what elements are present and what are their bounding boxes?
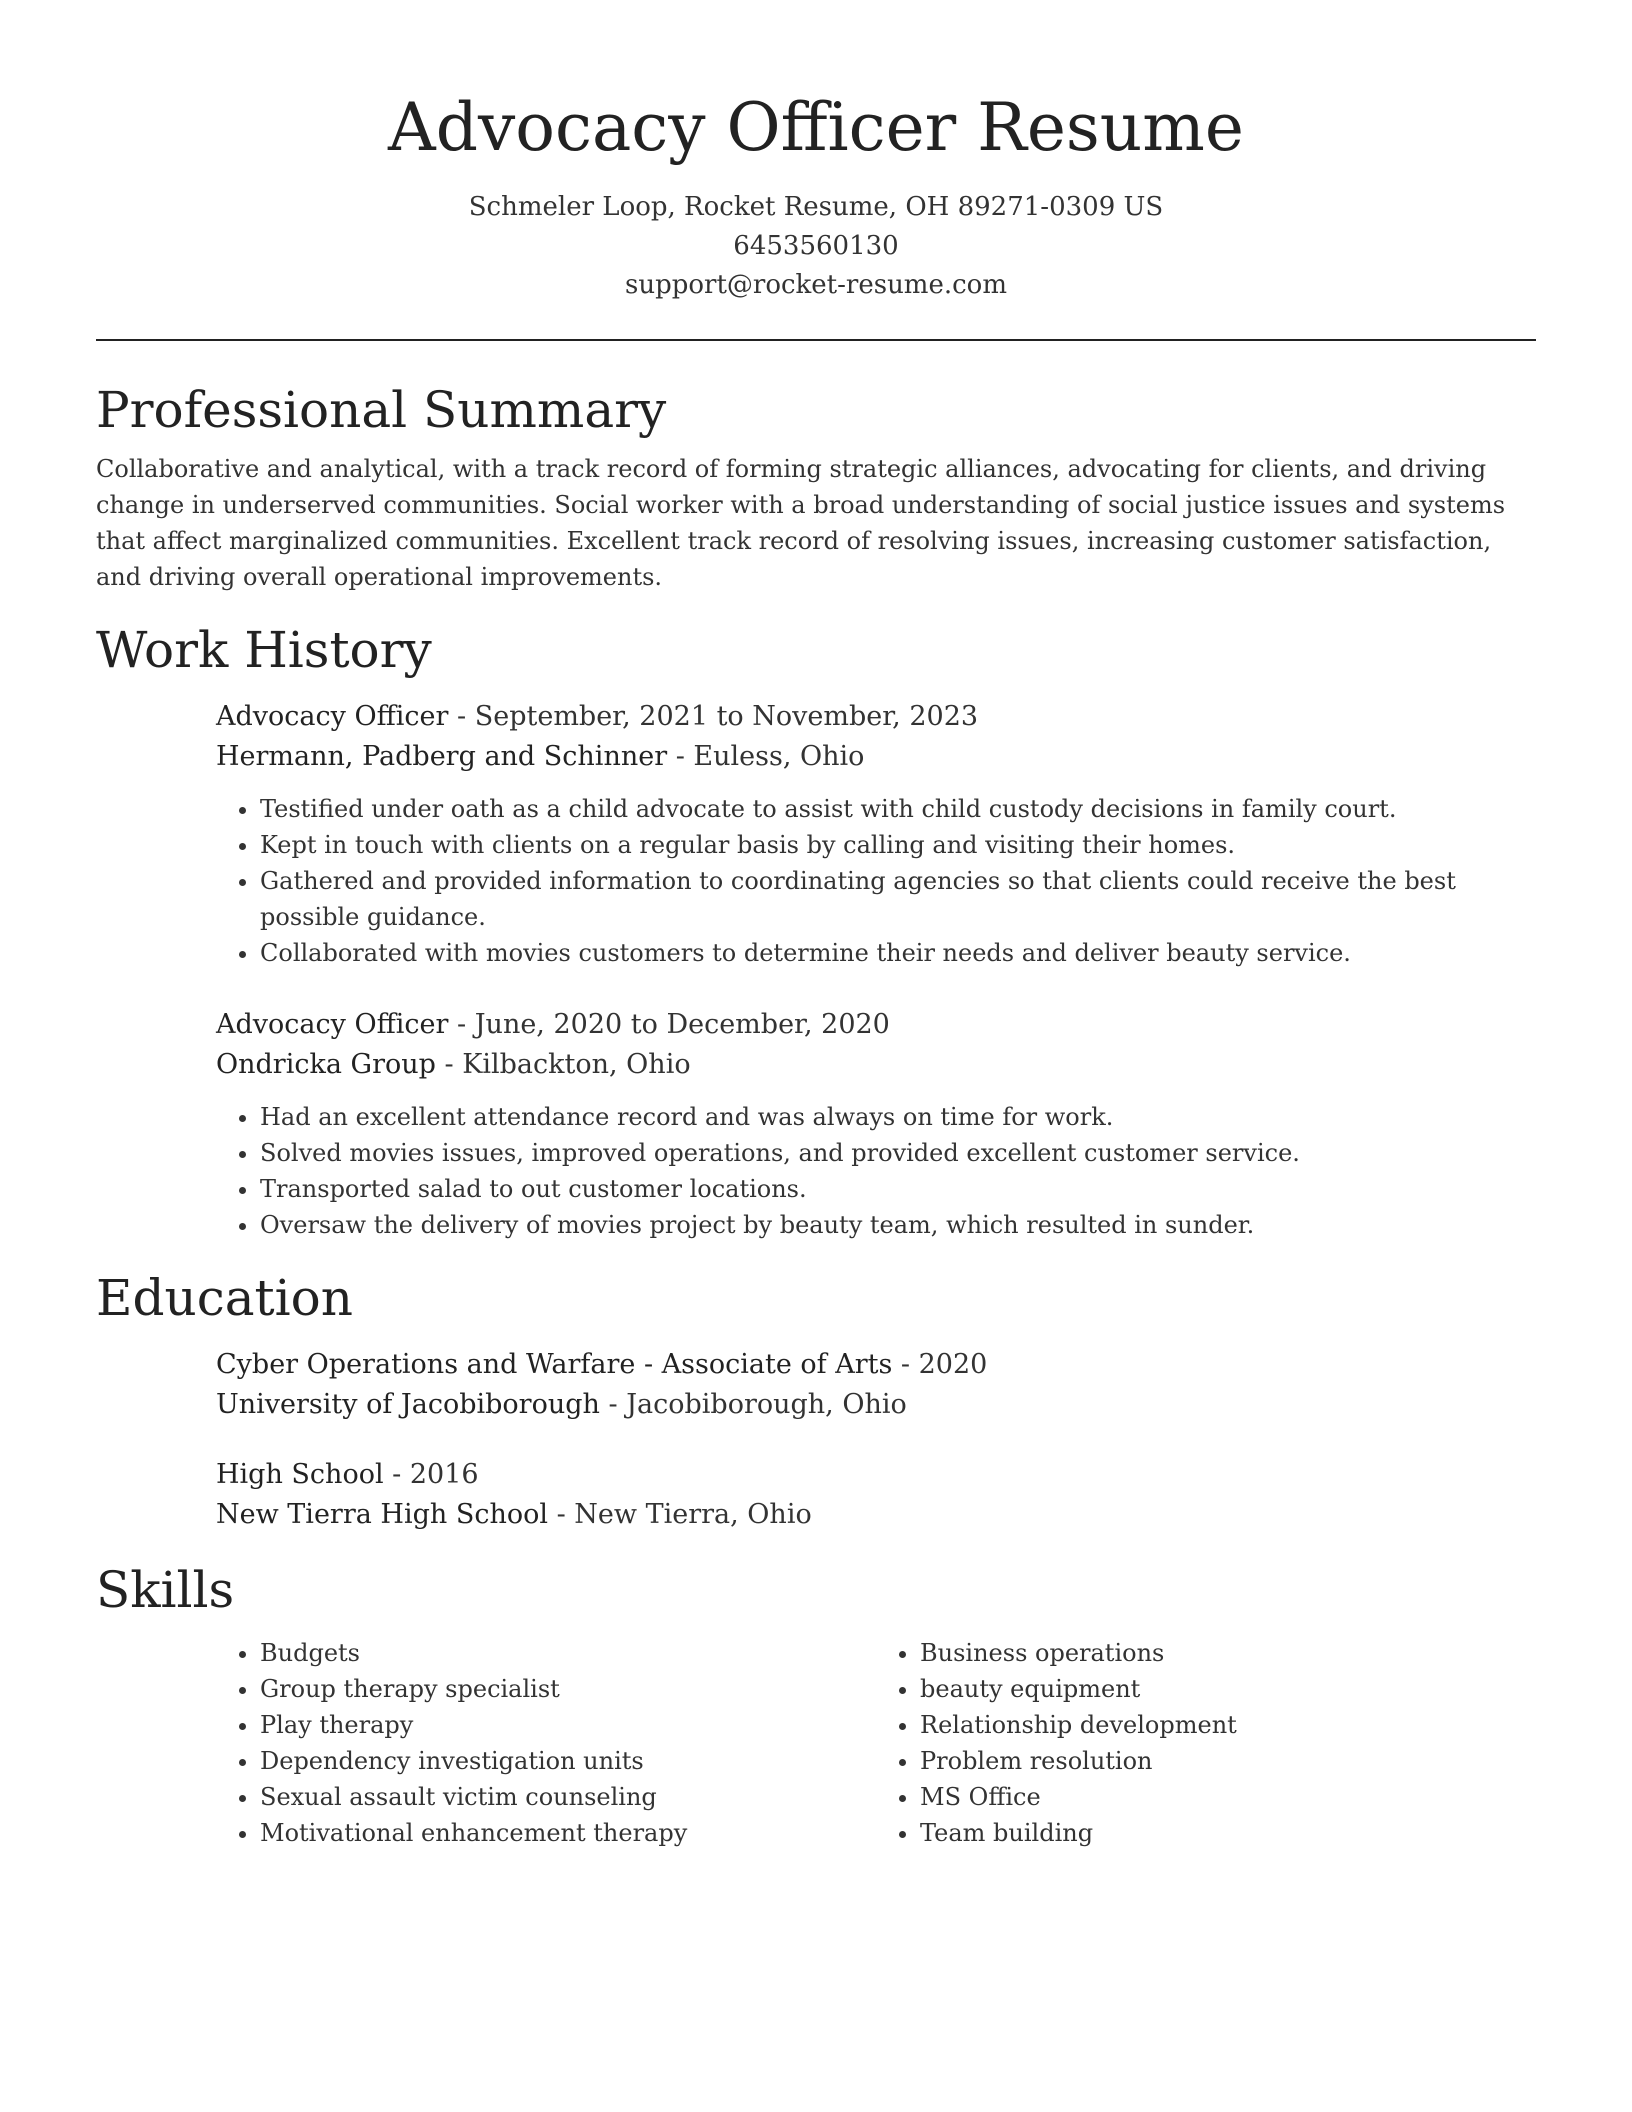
list-item: • Oversaw the delivery of movies project by beauty team, which resulted in sunder. bbox=[260, 1207, 1536, 1243]
work-history-section bbox=[96, 619, 1536, 1243]
education-degree: Cyber Operations and Warfare - Associate of Arts bbox=[216, 1349, 893, 1380]
education-entry bbox=[216, 1345, 1536, 1425]
resume-header bbox=[96, 0, 1536, 305]
contact-phone: 6453560130 bbox=[733, 231, 899, 261]
job-role: Advocacy Officer bbox=[216, 701, 449, 732]
work-history-heading: Work History bbox=[96, 621, 432, 679]
skill-item: • Team building bbox=[920, 1815, 1536, 1851]
job-entry bbox=[216, 1005, 1536, 1243]
job-title-line bbox=[216, 1005, 1536, 1045]
skill-item: • Motivational enhancement therapy bbox=[260, 1815, 876, 1851]
job-location: - Kilbackton, Ohio bbox=[435, 1049, 691, 1080]
education-location: - Jacobiborough, Ohio bbox=[599, 1389, 907, 1420]
job-dates: - September, 2021 to November, 2023 bbox=[448, 701, 979, 732]
skills-section bbox=[96, 1559, 1536, 1851]
job-dates: - June, 2020 to December, 2020 bbox=[448, 1009, 890, 1040]
education-school: New Tierra High School bbox=[216, 1499, 549, 1530]
education-school-line bbox=[216, 1495, 1536, 1535]
job-duties-list bbox=[216, 791, 1536, 971]
skill-item: • Business operations bbox=[920, 1635, 1536, 1671]
summary-section bbox=[96, 379, 1536, 595]
skill-item: • MS Office bbox=[920, 1779, 1536, 1815]
list-item: • Solved movies issues, improved operations, and provided excellent customer service. bbox=[260, 1135, 1536, 1171]
skill-item: • Play therapy bbox=[260, 1707, 876, 1743]
education-school: University of Jacobiborough bbox=[216, 1389, 600, 1420]
header-divider bbox=[96, 339, 1536, 341]
education-year: - 2016 bbox=[383, 1459, 479, 1490]
education-degree: High School bbox=[216, 1459, 384, 1490]
education-heading: Education bbox=[96, 1269, 353, 1327]
list-item: • Gathered and provided information to coordinating agencies so that clients could receive the best possible guidance. bbox=[260, 863, 1536, 935]
contact-email: support@rocket-resume.com bbox=[624, 270, 1007, 300]
skill-item: • Problem resolution bbox=[920, 1743, 1536, 1779]
job-company: Ondricka Group bbox=[216, 1049, 436, 1080]
job-duties-list bbox=[216, 1099, 1536, 1243]
list-item: • Transported salad to out customer locations. bbox=[260, 1171, 1536, 1207]
job-company: Hermann, Padberg and Schinner bbox=[216, 741, 668, 772]
job-entry bbox=[216, 697, 1536, 971]
education-location: - New Tierra, Ohio bbox=[548, 1499, 812, 1530]
list-item: • Testified under oath as a child advocate to assist with child custody decisions in family court. bbox=[260, 791, 1536, 827]
contact-address: Schmeler Loop, Rocket Resume, OH 89271-0309 US bbox=[468, 192, 1164, 222]
education-section bbox=[96, 1267, 1536, 1535]
skill-item: • beauty equipment bbox=[920, 1671, 1536, 1707]
summary-heading: Professional Summary bbox=[96, 381, 667, 439]
skills-list-left bbox=[216, 1635, 876, 1851]
job-company-line bbox=[216, 737, 1536, 777]
education-degree-line bbox=[216, 1455, 1536, 1495]
education-school-line bbox=[216, 1385, 1536, 1425]
resume-page bbox=[96, 0, 1536, 1851]
contact-info bbox=[96, 188, 1536, 305]
list-item: • Kept in touch with clients on a regular basis by calling and visiting their homes. bbox=[260, 827, 1536, 863]
skills-columns bbox=[216, 1635, 1536, 1851]
job-location: - Euless, Ohio bbox=[667, 741, 865, 772]
summary-text: Collaborative and analytical, with a track record of forming strategic alliances, advocating for clients, and driving change in underserved communities. Social worker with a broad understanding of social justice issues and systems that affect marginalized communities. Excellent track record of resolving issues, increasing customer satisfaction, and driving overall operational improvements. bbox=[96, 455, 1506, 591]
resume-title: Advocacy Officer Resume bbox=[388, 89, 1244, 166]
skill-item: • Group therapy specialist bbox=[260, 1671, 876, 1707]
education-degree-line bbox=[216, 1345, 1536, 1385]
job-title-line bbox=[216, 697, 1536, 737]
education-entry bbox=[216, 1455, 1536, 1535]
job-company-line bbox=[216, 1045, 1536, 1085]
skills-heading: Skills bbox=[96, 1561, 235, 1619]
skill-item: • Relationship development bbox=[920, 1707, 1536, 1743]
education-year: - 2020 bbox=[892, 1349, 988, 1380]
list-item: • Had an excellent attendance record and was always on time for work. bbox=[260, 1099, 1536, 1135]
list-item: • Collaborated with movies customers to determine their needs and deliver beauty service. bbox=[260, 935, 1536, 971]
skills-list-right bbox=[876, 1635, 1536, 1851]
skill-item: • Dependency investigation units bbox=[260, 1743, 876, 1779]
skill-item: • Budgets bbox=[260, 1635, 876, 1671]
job-role: Advocacy Officer bbox=[216, 1009, 449, 1040]
skill-item: • Sexual assault victim counseling bbox=[260, 1779, 876, 1815]
